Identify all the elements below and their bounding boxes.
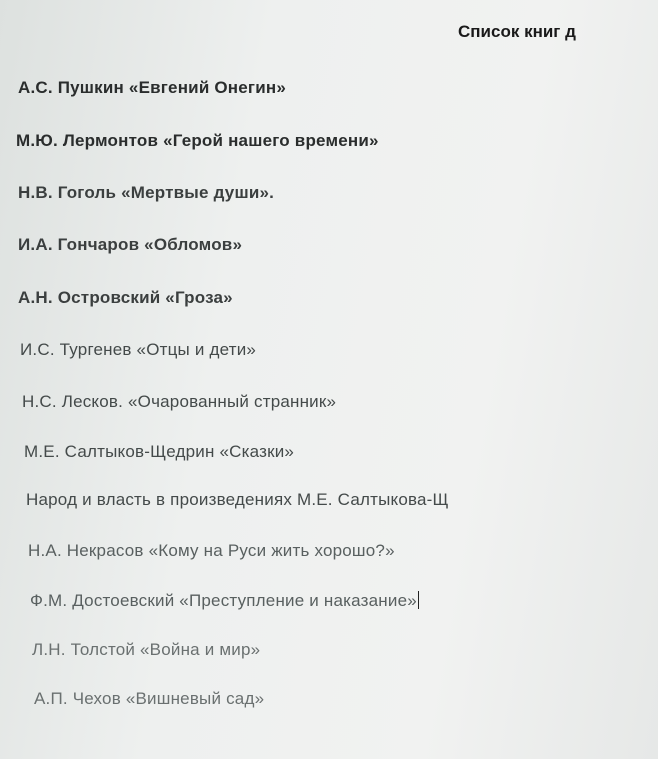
book-item-10: Н.А. Некрасов «Кому на Руси жить хорошо?» bbox=[28, 541, 395, 560]
book-item-3: Н.В. Гоголь «Мертвые души». bbox=[18, 183, 275, 202]
book-item-4: И.А. Гончаров «Обломов» bbox=[18, 235, 243, 254]
book-item-12: Л.Н. Толстой «Война и мир» bbox=[32, 640, 261, 659]
book-item-6: И.С. Тургенев «Отцы и дети» bbox=[20, 340, 257, 359]
book-item-5: А.Н. Островский «Гроза» bbox=[18, 288, 233, 307]
text-cursor bbox=[418, 591, 419, 609]
document-title: Список книг д bbox=[458, 22, 576, 41]
book-item-7: Н.С. Лесков. «Очарованный странник» bbox=[22, 392, 337, 411]
book-item-9: Народ и власть в произведениях М.Е. Салтыкова-Щ bbox=[26, 490, 449, 509]
book-item-2: М.Ю. Лермонтов «Герой нашего времени» bbox=[16, 131, 379, 150]
book-item-11 bbox=[30, 591, 419, 611]
book-item-1: А.С. Пушкин «Евгений Онегин» bbox=[18, 78, 286, 97]
book-item-8: М.Е. Салтыков-Щедрин «Сказки» bbox=[24, 442, 295, 461]
book-item-11-text: Ф.М. Достоевский «Преступление и наказание» bbox=[30, 591, 417, 610]
book-item-13: А.П. Чехов «Вишневый сад» bbox=[34, 689, 265, 708]
